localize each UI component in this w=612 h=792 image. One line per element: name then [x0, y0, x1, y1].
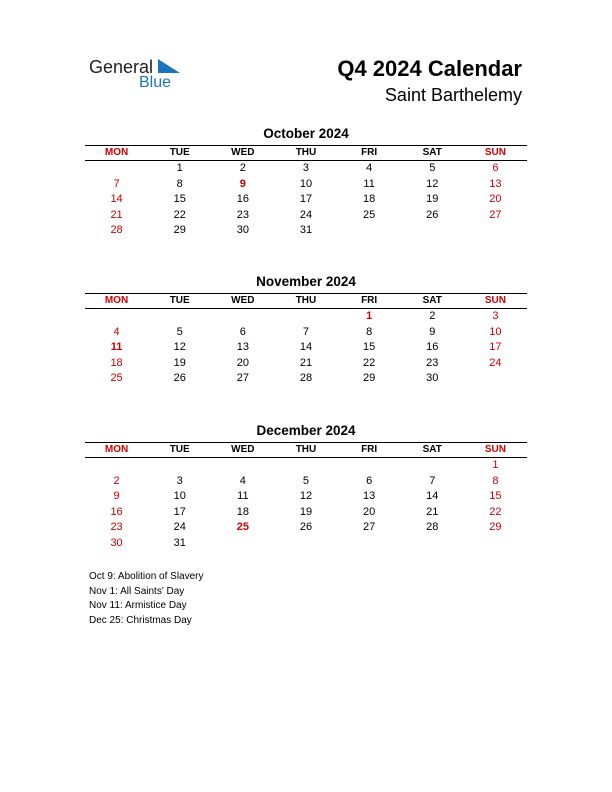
day-cell: 11 — [363, 177, 375, 190]
day-cell: 9 — [239, 177, 246, 190]
weekday-header: SUN — [464, 146, 527, 161]
empty-day-cell — [338, 458, 401, 474]
day-cell: 2 — [429, 310, 436, 322]
holiday-notes — [89, 570, 204, 628]
day-cell: 21 — [426, 505, 439, 518]
day-cell: 26 — [173, 372, 186, 384]
empty-day-cell — [85, 161, 148, 177]
day-cell: 3 — [176, 474, 183, 487]
day-cell: 15 — [363, 341, 376, 353]
weekday-header: FRI — [338, 443, 401, 458]
month-grid — [85, 293, 527, 387]
holiday-note: Nov 11: Armistice Day — [89, 600, 187, 611]
day-cell: 6 — [366, 474, 373, 487]
weekday-header-row — [85, 443, 527, 458]
week-row — [85, 340, 527, 356]
day-cell: 21 — [110, 208, 123, 221]
day-cell: 16 — [426, 341, 439, 353]
day-cell: 22 — [173, 208, 186, 221]
day-cell: 25 — [363, 208, 376, 221]
empty-day-cell — [211, 458, 274, 474]
day-cell: 14 — [426, 490, 439, 502]
day-cell: 25 — [236, 521, 249, 533]
week-row — [85, 371, 527, 387]
weekday-header: TUE — [148, 146, 211, 161]
day-cell: 22 — [489, 505, 502, 518]
week-row — [85, 458, 527, 474]
empty-day-cell — [211, 309, 274, 325]
day-cell: 27 — [489, 208, 502, 221]
day-cell: 6 — [492, 162, 499, 174]
day-cell: 28 — [426, 521, 439, 533]
day-cell: 26 — [426, 208, 439, 221]
weekday-header-row — [85, 146, 527, 161]
empty-day-cell — [85, 458, 148, 474]
weekday-header: MON — [85, 443, 148, 458]
day-cell: 2 — [239, 162, 246, 174]
week-row — [85, 489, 527, 505]
empty-day-cell — [148, 458, 211, 474]
weekday-header: WED — [211, 146, 274, 161]
day-cell: 29 — [173, 224, 186, 236]
day-cell: 7 — [113, 177, 120, 190]
month-grid — [85, 145, 527, 239]
day-cell: 18 — [236, 505, 249, 518]
day-cell: 25 — [110, 372, 123, 384]
logo-triangle-icon — [158, 59, 180, 73]
weekday-header: FRI — [338, 294, 401, 309]
logo-text-general: General — [89, 57, 154, 77]
day-cell: 18 — [110, 356, 123, 369]
empty-day-cell — [401, 458, 464, 474]
weekday-header: TUE — [148, 443, 211, 458]
holiday-note: Dec 25: Christmas Day — [89, 614, 192, 626]
day-cell: 19 — [173, 356, 186, 369]
empty-day-cell — [464, 223, 527, 239]
month-december — [85, 422, 527, 551]
day-cell: 2 — [113, 474, 120, 487]
page-title: Q4 2024 Calendar — [337, 56, 522, 81]
weekday-header: THU — [274, 294, 337, 309]
day-cell: 29 — [489, 521, 502, 533]
week-row — [85, 161, 527, 177]
logo — [89, 56, 199, 96]
empty-day-cell — [401, 536, 464, 552]
day-cell: 13 — [236, 341, 249, 353]
day-cell: 5 — [429, 162, 436, 174]
weekday-header: SAT — [401, 146, 464, 161]
weekday-header-row — [85, 294, 527, 309]
weekday-header: MON — [85, 146, 148, 161]
day-cell: 28 — [110, 224, 123, 236]
week-row — [85, 474, 527, 490]
day-cell: 7 — [302, 325, 310, 338]
day-cell: 9 — [113, 490, 120, 502]
day-cell: 30 — [110, 536, 123, 549]
day-cell: 5 — [302, 474, 310, 487]
month-title: November 2024 — [256, 274, 356, 289]
month-november — [85, 273, 527, 387]
empty-day-cell — [401, 223, 464, 239]
empty-day-cell — [211, 536, 274, 552]
day-cell: 4 — [366, 162, 373, 174]
day-cell: 15 — [173, 193, 186, 205]
day-cell: 17 — [489, 341, 502, 353]
weekday-header: MON — [85, 294, 148, 309]
day-cell: 30 — [236, 224, 249, 236]
day-cell: 5 — [176, 325, 183, 338]
weekday-header: SAT — [401, 294, 464, 309]
day-cell: 3 — [302, 162, 310, 174]
week-row — [85, 192, 527, 208]
day-cell: 13 — [489, 177, 502, 190]
empty-day-cell — [85, 309, 148, 325]
day-cell: 4 — [239, 474, 246, 487]
day-cell: 30 — [426, 372, 439, 384]
day-cell: 29 — [363, 372, 376, 384]
weekday-header: SUN — [464, 294, 527, 309]
day-cell: 23 — [236, 208, 249, 221]
day-cell: 13 — [363, 490, 376, 502]
week-row — [85, 520, 527, 536]
weekday-header: TUE — [148, 294, 211, 309]
empty-day-cell — [148, 309, 211, 325]
holiday-note: Oct 9: Abolition of Slavery — [89, 571, 204, 582]
day-cell: 28 — [299, 372, 313, 384]
day-cell: 17 — [299, 193, 313, 205]
weekday-header: WED — [211, 294, 274, 309]
week-row — [85, 356, 527, 372]
day-cell: 20 — [363, 505, 376, 518]
day-cell: 31 — [299, 224, 313, 236]
weekday-header: SAT — [401, 443, 464, 458]
day-cell: 11 — [110, 341, 123, 353]
week-row — [85, 325, 527, 341]
day-cell: 14 — [299, 341, 313, 353]
holiday-note: Nov 1: All Saints' Day — [89, 585, 185, 597]
day-cell: 23 — [426, 356, 439, 369]
day-cell: 12 — [426, 177, 439, 190]
empty-day-cell — [338, 223, 401, 239]
month-title: December 2024 — [256, 423, 356, 438]
day-cell: 3 — [492, 310, 499, 322]
day-cell: 20 — [236, 356, 249, 369]
week-row — [85, 536, 527, 552]
day-cell: 23 — [110, 521, 123, 533]
day-cell: 12 — [299, 490, 313, 502]
week-row — [85, 177, 527, 193]
month-grid — [85, 442, 527, 551]
day-cell: 9 — [429, 325, 436, 338]
day-cell: 26 — [299, 521, 313, 533]
day-cell: 22 — [363, 356, 376, 369]
empty-day-cell — [464, 371, 527, 387]
weekday-header: SUN — [464, 443, 527, 458]
weekday-header: THU — [274, 146, 337, 161]
week-row — [85, 223, 527, 239]
day-cell: 17 — [173, 505, 186, 518]
day-cell: 15 — [489, 490, 502, 502]
day-cell: 1 — [366, 310, 373, 322]
day-cell: 11 — [237, 490, 249, 502]
day-cell: 24 — [173, 521, 186, 533]
day-cell: 7 — [429, 474, 436, 487]
page-subtitle: Saint Barthelemy — [384, 85, 522, 105]
day-cell: 24 — [489, 356, 502, 369]
day-cell: 19 — [426, 193, 439, 205]
day-cell: 16 — [236, 193, 249, 205]
day-cell: 8 — [492, 474, 499, 487]
day-cell: 8 — [176, 177, 183, 190]
empty-day-cell — [274, 309, 337, 325]
logo-text-blue: Blue — [139, 74, 172, 91]
day-cell: 14 — [110, 193, 123, 205]
empty-day-cell — [274, 536, 337, 552]
empty-day-cell — [274, 458, 337, 474]
day-cell: 18 — [363, 193, 376, 205]
day-cell: 4 — [113, 325, 120, 338]
day-cell: 31 — [173, 536, 186, 549]
day-cell: 10 — [173, 490, 186, 502]
day-cell: 10 — [299, 177, 313, 190]
day-cell: 27 — [236, 372, 249, 384]
weekday-header: WED — [211, 443, 274, 458]
day-cell: 10 — [489, 325, 502, 338]
weekday-header: FRI — [338, 146, 401, 161]
day-cell: 6 — [239, 325, 246, 338]
day-cell: 16 — [110, 505, 123, 518]
weekday-header: THU — [274, 443, 337, 458]
empty-day-cell — [338, 536, 401, 552]
day-cell: 12 — [173, 341, 186, 353]
day-cell: 27 — [363, 521, 376, 533]
day-cell: 1 — [492, 459, 499, 471]
day-cell: 20 — [489, 193, 502, 205]
month-title: October 2024 — [263, 126, 349, 141]
day-cell: 21 — [299, 356, 313, 369]
day-cell: 8 — [366, 325, 373, 338]
day-cell: 1 — [176, 162, 183, 174]
empty-day-cell — [464, 536, 527, 552]
week-row — [85, 208, 527, 224]
week-row — [85, 505, 527, 521]
month-october — [85, 125, 527, 239]
day-cell: 19 — [299, 505, 313, 518]
week-row — [85, 309, 527, 325]
day-cell: 24 — [299, 208, 313, 221]
